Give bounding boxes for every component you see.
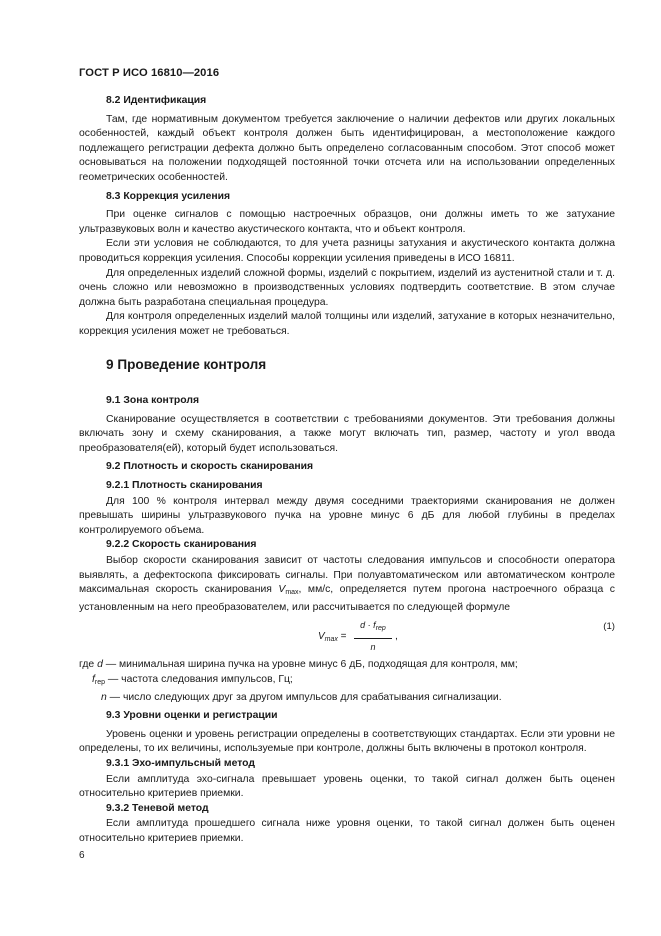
document-header: ГОСТ Р ИСО 16810—2016 (79, 67, 220, 79)
section-8-3-paragraph-1: При оценке сигналов с помощью настроечных образцов, они должны иметь то же затухание ультразвуковых волн и качество акустического контакта, что и объект контроля. (79, 209, 615, 235)
section-8-2-paragraph: Там, где нормативным документом требуется заключение о наличии дефектов или других локальных особенностей, каждый объект контроля должен быть идентифицирован, а местоположение каждого подлежащего регистрации дефекта должно быть определено согласованным способом. Этот способ может основываться на положении подходящей постоянной точки отсчета или на использовании определенных геометрических особенностей. (79, 113, 615, 183)
formula-number: (1) (603, 621, 615, 633)
section-8-3-title: 8.3 Коррекция усиления (106, 190, 231, 202)
formula-comma: , (395, 631, 398, 643)
section-9-2-2-title: 9.2.2 Скорость сканирования (106, 539, 257, 551)
section-9-2-1-title: 9.2.1 Плотность сканирования (106, 480, 263, 492)
fraction-bar (354, 638, 392, 639)
section-9-3-title: 9.3 Уровни оценки и регистрации (106, 710, 278, 722)
section-8-3-paragraph-3: Для определенных изделий сложной формы, изделий с покрытием, изделий из аустенитной стали и т. д. очень сложно или невозможно в производственных условиях подтвердить соответствие. В этом случае должна быть разработана специальная процедура. (79, 267, 615, 308)
section-8-3-paragraph-2: Если эти условия не соблюдаются, то для учета разницы затухания и акустического контакта должна проводиться коррекция усиления. Способы коррекции усиления приведены в ИСО 16811. (79, 238, 615, 264)
section-9-1-title: 9.1 Зона контроля (106, 395, 200, 407)
vmax-symbol: $V_{max}$ (278, 584, 299, 597)
document-body (79, 94, 615, 847)
section-9-3-2-title: 9.3.2 Теневой метод (106, 802, 209, 814)
section-9-3-1-title: 9.3.1 Эхо-импульсный метод (106, 757, 255, 769)
formula-numerator: $d \cdot f_{rep}$ (360, 620, 386, 633)
formula-1 (79, 618, 615, 652)
section-9-title: 9 Проведение контроля (106, 356, 267, 372)
section-9-3-paragraph: Уровень оценки и уровень регистрации определены в соответствующих стандартах. Если эти уровни не определены, то их величины, используемые при контроле, должны быть включены в протокол контроля. (79, 728, 615, 755)
p-text-b: , мм/с, определяется путем прогона настроечного образца с установленным на него преобразователем, или рассчитывается по следующей формуле (79, 584, 615, 613)
definition-f: $f_{rep}$ — частота следования импульсов, Гц; (92, 674, 293, 686)
section-9-2-1-paragraph: Для 100 % контроля интервал между двумя соседними траекториями сканирования не должен превышать ширины ультразвукового пучка на уровне минус 6 дБ для любой глубины в пределах контролируемого объема. (79, 495, 615, 536)
definition-d: где d — минимальная ширина пучка на уровне минус 6 дБ, подходящая для контроля, мм; (79, 659, 518, 671)
section-9-3-2-paragraph: Если амплитуда прошедшего сигнала ниже уровня оценки, то такой сигнал должен быть оценен относительно критериев приемки. (79, 818, 615, 844)
section-9-2-title: 9.2 Плотность и скорость сканирования (106, 461, 314, 473)
section-8-2-title: 8.2 Идентификация (106, 95, 207, 106)
page-number: 6 (79, 850, 85, 861)
section-8-3-paragraph-4: Для контроля определенных изделий малой толщины или изделий, затухание в которых незначительно, коррекция усиления может не требоваться. (79, 311, 615, 337)
section-9-3-1-paragraph: Если амплитуда эхо-сигнала превышает уровень оценки, то такой сигнал должен быть оценен относительно критериев приемки. (79, 773, 615, 800)
formula-fraction (354, 618, 392, 654)
section-9-1-paragraph: Сканирование осуществляется в соответствии с требованиями документов. Эти требования должны включать зону и схему сканирования, а также могут включать тип, размер, частоту и угол ввода преобразователя(ей), который будет использоваться. (79, 413, 615, 454)
definition-n: n — число следующих друг за другом импульсов для срабатывания сигнализации. (101, 691, 502, 703)
p-text-a: Выбор скорости сканирования зависит от частоты следования импульсов и способности оператора выявлять, а дефектоскопа фиксировать сигналы. При полуавтоматическом или автоматическом контроле максимальная скорость сканирования (79, 555, 615, 596)
formula-lhs: $V_{max}$ = (318, 631, 347, 644)
section-9-2-2-paragraph (79, 554, 615, 615)
formula-denominator: n (370, 642, 376, 652)
